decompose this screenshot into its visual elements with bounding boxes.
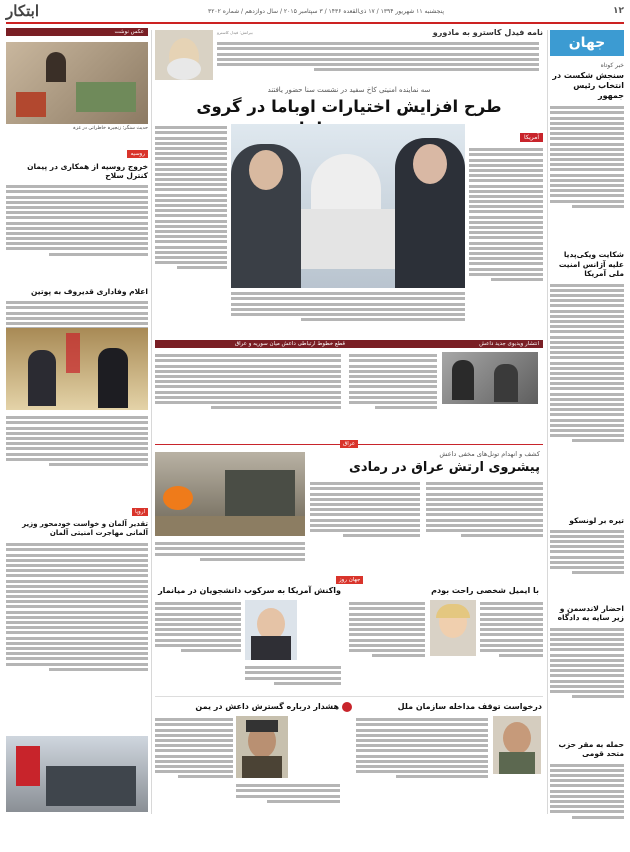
isis-video-photo bbox=[442, 352, 538, 404]
dateline: پنجشنبه ۱۱ شهریور ۱۳۹۴ / ۱۷ ذی‌القعده ۱۴۳۶ / ۳ سپتامبر ۲۰۱۵ / سال دوازدهم / شماره ۳۲۰۲ bbox=[207, 7, 444, 15]
myanmar-headline: واکنش آمریکا به سرکوب دانشجویان در میانمار bbox=[158, 586, 341, 595]
spokeswoman-photo bbox=[245, 600, 297, 660]
left-headline-2: اعلام وفاداری قدیروف به پوتین bbox=[31, 287, 148, 296]
left-text-1 bbox=[6, 183, 148, 283]
small-tag: جهان روز bbox=[336, 576, 363, 584]
castro-credit: بیرانش: فیدل کاسترو bbox=[217, 30, 253, 35]
europe-tag: اروپا bbox=[132, 508, 148, 516]
left-headline-1: خروج روسیه از همکاری در پیمان کنترل سلاح bbox=[27, 162, 148, 180]
newspaper-logo: ابتکار bbox=[6, 2, 39, 20]
lead-subhead: سه نماینده امنیتی کاخ سفید در نشست سنا حضور یافتند bbox=[267, 86, 431, 94]
un-headline: درخواست توقف مداخله سازمان ملل bbox=[397, 702, 542, 711]
email-text-left bbox=[349, 600, 425, 690]
right-headline-5: حمله به مقر حزب متحد قومی bbox=[558, 739, 624, 758]
lead-text-left bbox=[155, 124, 227, 334]
houthi-photo bbox=[236, 716, 288, 778]
divider bbox=[547, 30, 548, 814]
right-kicker: خبر کوتاه bbox=[600, 62, 624, 69]
page-header bbox=[6, 0, 624, 24]
right-headline-1: سنجش شکست در انتخاب رئیس جمهور bbox=[552, 71, 624, 100]
castro-headline: نامه فیدل کاسترو به مادورو bbox=[432, 28, 543, 37]
section-badge: جهان bbox=[550, 30, 624, 56]
right-headline-3: تیره بر لونسکو bbox=[569, 515, 624, 525]
iraq-kicker: کشف و انهدام تونل‌های مخفی داعش bbox=[439, 450, 540, 458]
gaza-photo bbox=[6, 42, 148, 124]
lead-headline: طرح افزایش اختیارات اوباما در گروی bbox=[196, 97, 502, 116]
left-column bbox=[6, 28, 148, 814]
isis-video-text bbox=[349, 352, 437, 440]
russia-tag: روسیه bbox=[127, 150, 148, 158]
iraq-photo bbox=[155, 452, 305, 536]
left-text-4 bbox=[6, 541, 148, 731]
right-text-1 bbox=[550, 104, 624, 246]
capitol-photo bbox=[231, 124, 465, 288]
divider bbox=[151, 30, 152, 814]
un-text bbox=[356, 716, 488, 812]
right-text-5 bbox=[550, 762, 624, 852]
castro-text bbox=[217, 40, 539, 84]
photo-caption: حدیث سنگر؛ زنجیرہ خاطراتی در غزہ bbox=[72, 126, 148, 131]
putin-photo bbox=[6, 328, 148, 410]
yemen-headline: هشدار درباره گسترش داعش در یمن bbox=[195, 702, 339, 711]
lead-text-right bbox=[469, 146, 543, 346]
yemen-text-2 bbox=[236, 782, 340, 812]
isis-lines-bar: قطع خطوط ارتباطی داعش میان سوریه و عراق bbox=[155, 340, 349, 348]
iraq-tag: عراق bbox=[340, 440, 358, 448]
europe-photo bbox=[6, 736, 148, 812]
iraq-text-left bbox=[155, 540, 305, 570]
iraq-text-mid bbox=[310, 480, 420, 570]
section-dot bbox=[342, 702, 352, 712]
page-number: ۱۲ bbox=[613, 6, 624, 16]
un-photo bbox=[493, 716, 541, 774]
isis-video-bar: انتشار ویدیوی جدید داعش bbox=[349, 340, 543, 348]
email-text-right bbox=[480, 600, 543, 690]
lead-text-bottom bbox=[231, 290, 465, 336]
left-text-3 bbox=[6, 414, 148, 492]
castro-photo bbox=[155, 30, 213, 80]
america-tag: آمریکا bbox=[520, 133, 543, 142]
lead-story bbox=[155, 28, 543, 338]
left-headline-3: تقدیر آلمان و خواست خودمحور وزیر آلمانی مهاجرت امنیتی آلمان bbox=[22, 520, 148, 537]
right-text-2 bbox=[550, 282, 624, 512]
right-column bbox=[550, 62, 624, 814]
syria-text bbox=[155, 352, 341, 440]
iraq-headline: پیشروی ارتش عراق در رمادی bbox=[348, 460, 540, 475]
iraq-text-right bbox=[426, 480, 543, 570]
myanmar-text bbox=[155, 600, 241, 680]
right-text-4 bbox=[550, 626, 624, 736]
right-text-3 bbox=[550, 528, 624, 600]
clinton-photo bbox=[430, 600, 476, 656]
myanmar-text-2 bbox=[245, 664, 341, 692]
right-headline-4: احضار لاندسمن و زیر سایه به دادگاه bbox=[557, 603, 624, 622]
email-headline: با ایمیل شخصی راحت بودم bbox=[431, 586, 539, 595]
right-headline-2: شکایت ویکی‌پدیا علیه آژانس امنیت ملی آمریکا bbox=[558, 250, 624, 278]
photo-label: عکس نوشت bbox=[6, 28, 148, 36]
yemen-text bbox=[155, 716, 233, 812]
